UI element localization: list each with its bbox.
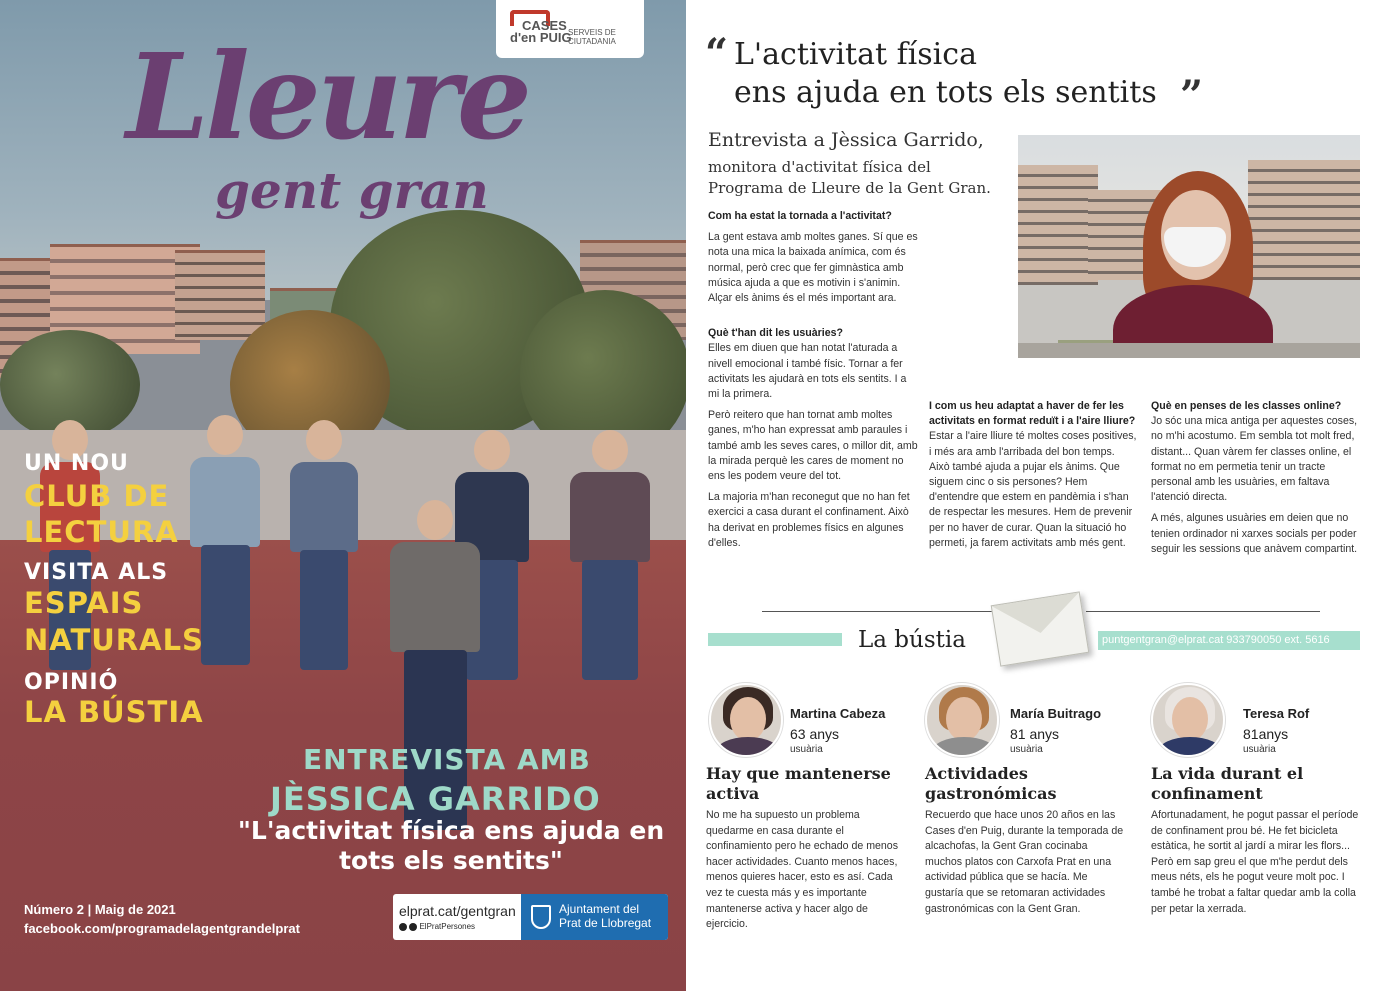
- open-quote-mark: “: [705, 30, 729, 77]
- facebook-link[interactable]: facebook.com/programadelagentgrandelprat: [24, 921, 300, 936]
- letter-text: Recuerdo que hace unos 20 años en las Cases d'en Puig, durante la temporada de alcachofas, la Gent Gran cocinaba muchos platos con Carxofa Prat en una actividad pública que se hacía. Me gustaría que se retomaran actividades gastronómicas con la Gent Gran.: [925, 809, 1124, 915]
- cover-promo-line: OPINIÓ: [24, 670, 119, 695]
- interview-column-1: [708, 209, 918, 551]
- cover-quote: "L'activitat física ens ajuda en tots els sentits": [237, 816, 665, 875]
- user-role: usuària: [1243, 744, 1276, 755]
- logo-subtitle: SERVEIS DE CIUTADANIA: [568, 28, 616, 46]
- answer: Però reitero que han tornat amb moltes ganes, m'ho han expressat amb paraules i també amb les seves cares, o millor dit, amb la mirada perquè les cares de moment no ens les podem veure del tot.: [708, 409, 918, 483]
- website-link[interactable]: elprat.cat/gentgran: [399, 903, 516, 919]
- answer: Elles em diuen que han notat l'aturada a nivell emocional i també físic. Tornar a fer activitats les ajudarà en tots els sentits. I a mi la primera.: [708, 342, 907, 401]
- divider-line: [762, 611, 998, 612]
- cover-footer-box: [393, 894, 668, 940]
- social-handle: [399, 922, 475, 931]
- letter-headline: Actividades gastronómicas: [925, 764, 1057, 803]
- section-accent-bar: [708, 633, 842, 646]
- headline-line-1: L'activitat física: [734, 37, 977, 72]
- intro-line-3: Programa de Lleure de la Gent Gran.: [708, 179, 991, 197]
- bustia-title: La bústia: [858, 627, 966, 653]
- user-name: María Buitrago: [1010, 706, 1102, 721]
- intro-line-2: monitora d'activitat física del: [708, 158, 931, 176]
- answer: Jo sóc una mica antiga per aquestes coses, no m'hi acostumo. Em sembla tot molt fred, distant... Quan vàrem fer classes online, el format no em permetia tenir un tracte personal amb les usuàries, em faltava l'atenció directa.: [1151, 415, 1358, 504]
- user-age: 81anys: [1243, 726, 1289, 742]
- cover-photo-person: [570, 430, 650, 660]
- interview-column-3: [1151, 399, 1363, 557]
- cover-promo-line: NATURALS: [24, 623, 204, 657]
- user-age: 81 anys: [1010, 726, 1060, 742]
- question: I com us heu adaptat a haver de fer les activitats en format reduït i a l'aire lliure?: [929, 400, 1136, 428]
- cover-interview-label: ENTREVISTA AMB: [303, 743, 591, 776]
- avatar: [1151, 683, 1225, 757]
- user-name: Martina Cabeza: [790, 706, 886, 721]
- close-quote-mark: ”: [1180, 72, 1204, 119]
- social-handle-text: ElPratPersones: [419, 922, 476, 931]
- question: Què en penses de les classes online?: [1151, 400, 1342, 412]
- user-role: usuària: [790, 744, 823, 755]
- interview-column-2: [929, 399, 1137, 551]
- cover-promo-line: UN NOU: [24, 451, 129, 476]
- cover-promo-line: VISITA ALS: [24, 560, 169, 585]
- user-role: usuària: [1010, 744, 1043, 755]
- user-age: 63 anys: [790, 726, 840, 742]
- cover-promo-line: CLUB DE: [24, 479, 170, 513]
- cover-photo-person: [290, 420, 358, 670]
- avatar: [709, 683, 783, 757]
- logo-line-1: CASES: [522, 18, 567, 33]
- cover-promo-line: LA BÚSTIA: [24, 695, 204, 729]
- question: Què t'han dit les usuàries?: [708, 327, 843, 340]
- cover-subtitle: gent gran: [215, 161, 489, 220]
- contact-info[interactable]: puntgentgran@elprat.cat 933790050 ext. 5616: [1098, 631, 1360, 650]
- letter-headline: Hay que mantenerse activa: [706, 764, 891, 803]
- facebook-icon: [399, 923, 407, 931]
- divider-line: [1086, 611, 1320, 612]
- intro-line-1: Entrevista a Jèssica Garrido,: [708, 129, 984, 151]
- interviewee-photo: [1018, 135, 1360, 358]
- crest-icon: [531, 905, 551, 929]
- cover-interview-name: JÈSSICA GARRIDO: [270, 780, 601, 818]
- ajuntament-logo: [521, 894, 668, 940]
- avatar: [925, 683, 999, 757]
- cover-promo-line: LECTURA: [24, 515, 179, 549]
- ajuntament-line-1: Ajuntament del: [559, 902, 640, 916]
- answer: La gent estava amb moltes ganes. Sí que es nota una mica la baixada anímica, com és normal, però crec que fer gimnàstica amb música ajuda a que es motivin i s'animin. Alçar els ànims és el més important ara.: [708, 231, 918, 305]
- envelope-icon: [991, 591, 1090, 666]
- answer: A més, algunes usuàries em deien que no tenien ordinador ni xarxes socials per poder seguir les sessions que anàvem compartint.: [1151, 512, 1358, 555]
- user-name: Teresa Rof: [1243, 706, 1310, 721]
- logo-line-2: d'en PUIG: [510, 30, 572, 45]
- issue-number: Número 2 | Maig de 2021: [24, 902, 176, 917]
- headline-line-2: ens ajuda en tots els sentits: [734, 75, 1157, 110]
- ajuntament-name: [559, 902, 651, 930]
- ajuntament-line-2: Prat de Llobregat: [559, 916, 652, 930]
- answer: Estar a l'aire lliure té moltes coses positives, i més ara amb l'arribada del bon temps. Això també ajuda a pujar els ànims. Que siguem cinc o sis persones? Hem d'entendre que estem en pandèmia i s'han de respectar les mesures. Hem de prevenir per no haver de curar. Quan la situació ho permeti, ja farem activitats amb més gent.: [929, 430, 1137, 549]
- question: Com ha estat la tornada a l'activitat?: [708, 210, 892, 222]
- answer: La majoria m'han reconegut que no han fet exercici a casa durant el confinament. Això ha derivat en problemes físics en algunes d'elles.: [708, 491, 910, 549]
- cover-title: Lleure: [126, 27, 528, 166]
- letter-text: Afortunadament, he pogut passar el període de confinament prou bé. He fet bicicleta estàtica, he sortit al jardí a mirar les flors... Però em sap greu el que m'he perdut dels meus néts, els he pogut veure molt poc. I també he trobat a faltar quedar amb la colla per petar la xerrada.: [1151, 809, 1359, 915]
- cover-promo-line: ESPAIS: [24, 586, 144, 620]
- letter-headline: La vida durant el confinament: [1151, 764, 1304, 803]
- letter-text: No me ha supuesto un problema quedarme en casa durante el confinamiento pero he echado de menos hacer actividades. Cuanto menos haces, menos quieres hacer, esto es así. Cada vez te cuesta más y es importante mantenerse activa y hacer algo de ejercicio.: [706, 809, 898, 931]
- cover-photo-building: [175, 250, 265, 340]
- magazine-cover: [0, 0, 686, 991]
- instagram-icon: [409, 923, 417, 931]
